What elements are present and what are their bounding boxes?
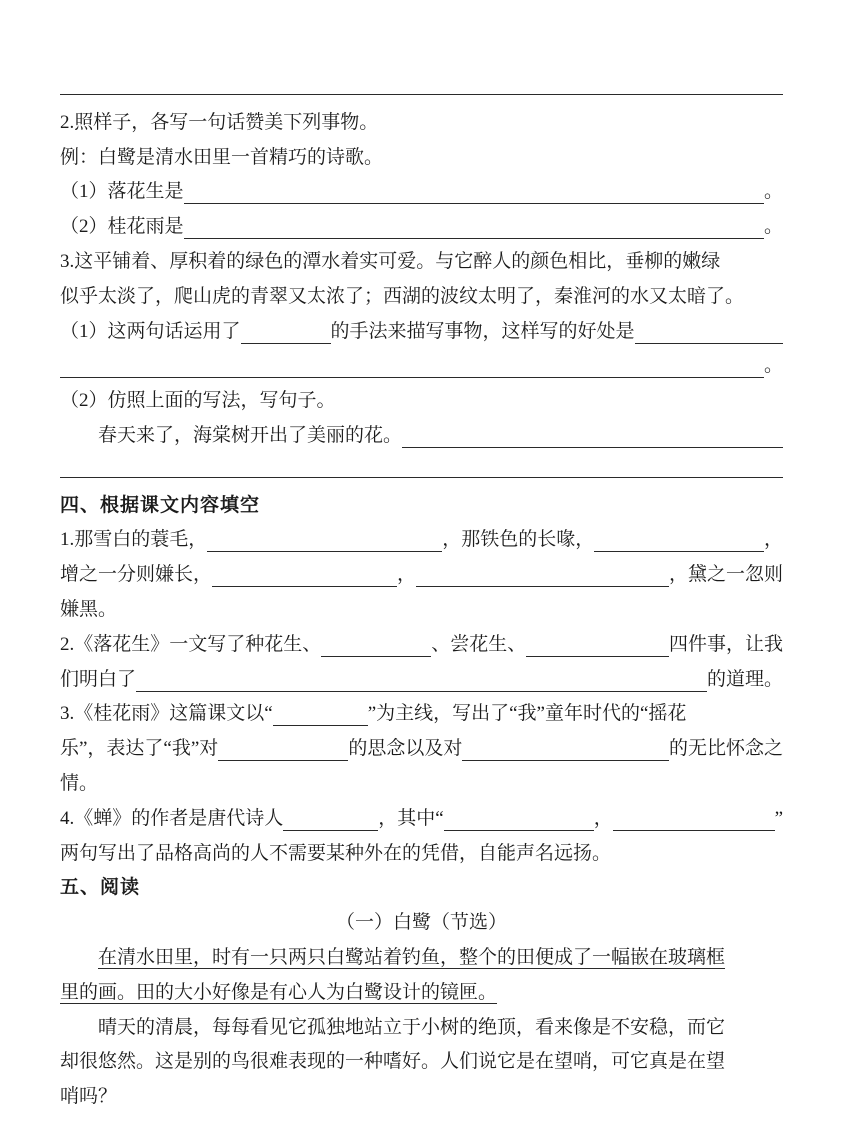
text-segment: （1）这两句话运用了 bbox=[60, 320, 241, 342]
text-segment: 四、根据课文内容填空 bbox=[60, 494, 261, 516]
text-segment: 。 bbox=[763, 355, 783, 377]
reading-para-1-line-2 bbox=[60, 977, 783, 1012]
text-segment: 、尝花生、 bbox=[431, 633, 527, 655]
underlined-text: 里的画。田的大小好像是有心人为白鹭设计的镜匣。 bbox=[60, 981, 498, 1003]
q2-prompt bbox=[60, 107, 783, 142]
text-segment: 却很悠然。这是别的鸟很难表现的一种嗜好。人们说它是在望哨，可它真是在望 bbox=[60, 1051, 726, 1073]
text-segment: 似乎太淡了，爬山虎的青翠又太浓了；西湖的波纹太明了，秦淮河的水又太暗了。 bbox=[60, 285, 745, 307]
reading-para-2-line-2 bbox=[60, 1046, 783, 1081]
text-segment: 的道理。 bbox=[706, 668, 783, 690]
worksheet bbox=[60, 72, 783, 1116]
text-segment: 增之一分则嫌长， bbox=[60, 564, 213, 586]
text-segment: 2.照样子，各写一句话赞美下列事物。 bbox=[60, 111, 379, 133]
text-segment: ， bbox=[763, 529, 783, 551]
underlined-text: 在清水田里，时有一只两只白鹭站着钓鱼，整个的田便成了一幅嵌在玻璃框 bbox=[98, 946, 726, 968]
text-segment: 的思念以及对 bbox=[348, 738, 463, 760]
answer-blank bbox=[594, 529, 764, 552]
answer-blank bbox=[402, 425, 783, 448]
q2-example bbox=[60, 142, 783, 177]
reading-para-2-line-1 bbox=[60, 1012, 783, 1047]
text-segment: 例：白鹭是清水田里一首精巧的诗歌。 bbox=[60, 146, 384, 168]
text-segment: 哨吗？ bbox=[60, 1086, 118, 1108]
text-segment: （2）桂花雨是 bbox=[60, 216, 184, 238]
text-segment: ， bbox=[397, 564, 417, 586]
answer-blank bbox=[613, 808, 775, 831]
q3-sub2-blank-line bbox=[60, 455, 783, 490]
q4-3-line-3 bbox=[60, 768, 783, 803]
text-segment: （2）仿照上面的写法，写句子。 bbox=[60, 390, 336, 412]
text-segment: 五、阅读 bbox=[60, 877, 141, 899]
q3-sub1-blank-line bbox=[60, 350, 783, 385]
q4-2-line-1 bbox=[60, 629, 783, 664]
q3-text-line-2 bbox=[60, 281, 783, 316]
text-segment: ， bbox=[593, 807, 613, 829]
answer-blank bbox=[207, 529, 442, 552]
text-segment: 3.这平铺着、厚积着的绿色的潭水着实可爱。与它醉人的颜色相比，垂柳的嫩绿 bbox=[60, 250, 721, 272]
text-segment: 3.《桂花雨》这篇课文以“ bbox=[60, 703, 273, 725]
answer-blank bbox=[462, 738, 669, 761]
text-segment: ，黛之一忽则 bbox=[668, 564, 783, 586]
answer-blank bbox=[283, 808, 378, 831]
text-segment: 4.《蝉》的作者是唐代诗人 bbox=[60, 807, 284, 829]
text-segment: （一）白鹭（节选） bbox=[335, 912, 507, 934]
text-segment: 们明白了 bbox=[60, 668, 137, 690]
q4-4-line-2 bbox=[60, 838, 783, 873]
answer-blank bbox=[273, 703, 368, 726]
answer-blank bbox=[444, 808, 594, 831]
q2-item-2 bbox=[60, 211, 783, 246]
section-4-heading bbox=[60, 490, 783, 525]
text-segment: 。 bbox=[763, 216, 783, 238]
section-5-heading bbox=[60, 872, 783, 907]
q4-3-line-1 bbox=[60, 698, 783, 733]
answer-blank bbox=[416, 564, 669, 587]
q3-sub2-prompt bbox=[60, 385, 783, 420]
answer-blank bbox=[60, 455, 783, 478]
answer-blank bbox=[218, 738, 348, 761]
q3-sub2-sentence bbox=[60, 420, 783, 455]
text-segment: 情。 bbox=[60, 772, 99, 794]
text-segment: ，其中“ bbox=[378, 807, 444, 829]
q4-4-line-1 bbox=[60, 803, 783, 838]
answer-blank bbox=[60, 72, 783, 95]
q4-3-line-2 bbox=[60, 733, 783, 768]
answer-blank bbox=[136, 669, 707, 692]
text-segment: 四件事，让我 bbox=[668, 633, 783, 655]
answer-blank bbox=[184, 181, 764, 204]
answer-blank bbox=[526, 634, 669, 657]
q2-item-1 bbox=[60, 176, 783, 211]
reading-para-1-line-1 bbox=[60, 942, 783, 977]
text-segment: 晴天的清晨，每每看见它孤独地站立于小树的绝顶，看来像是不安稳，而它 bbox=[98, 1016, 726, 1038]
q4-1-line-2 bbox=[60, 559, 783, 594]
text-segment: 的无比怀念之 bbox=[668, 738, 783, 760]
answer-blank bbox=[212, 564, 397, 587]
continuation-blank-line bbox=[60, 72, 783, 107]
reading-title bbox=[60, 907, 783, 942]
q4-1-line-1 bbox=[60, 524, 783, 559]
q4-2-line-2 bbox=[60, 664, 783, 699]
text-segment: 乐”，表达了“我”对 bbox=[60, 738, 219, 760]
text-segment: 1.那雪白的蓑毛， bbox=[60, 529, 208, 551]
text-segment: 。 bbox=[763, 181, 783, 203]
q4-1-line-3 bbox=[60, 594, 783, 629]
answer-blank bbox=[184, 216, 764, 239]
q3-sub1 bbox=[60, 316, 783, 351]
text-segment: 春天来了，海棠树开出了美丽的花。 bbox=[98, 424, 403, 446]
text-segment: （1）落花生是 bbox=[60, 181, 184, 203]
q3-text-line-1 bbox=[60, 246, 783, 281]
answer-blank bbox=[241, 321, 331, 344]
text-segment: 的手法来描写事物，这样写的好处是 bbox=[330, 320, 635, 342]
answer-blank bbox=[321, 634, 431, 657]
text-segment: 两句写出了品格高尚的人不需要某种外在的凭借，自能声名远扬。 bbox=[60, 842, 612, 864]
text-segment: ” bbox=[774, 807, 783, 829]
text-segment: 2.《落花生》一文写了种花生、 bbox=[60, 633, 322, 655]
text-segment: ，那铁色的长喙， bbox=[442, 529, 595, 551]
text-segment: ”为主线，写出了“我”童年时代的“摇花 bbox=[367, 703, 687, 725]
text-segment: 嫌黑。 bbox=[60, 598, 118, 620]
answer-blank bbox=[60, 355, 764, 378]
answer-blank bbox=[635, 321, 783, 344]
reading-para-2-line-3 bbox=[60, 1081, 783, 1116]
